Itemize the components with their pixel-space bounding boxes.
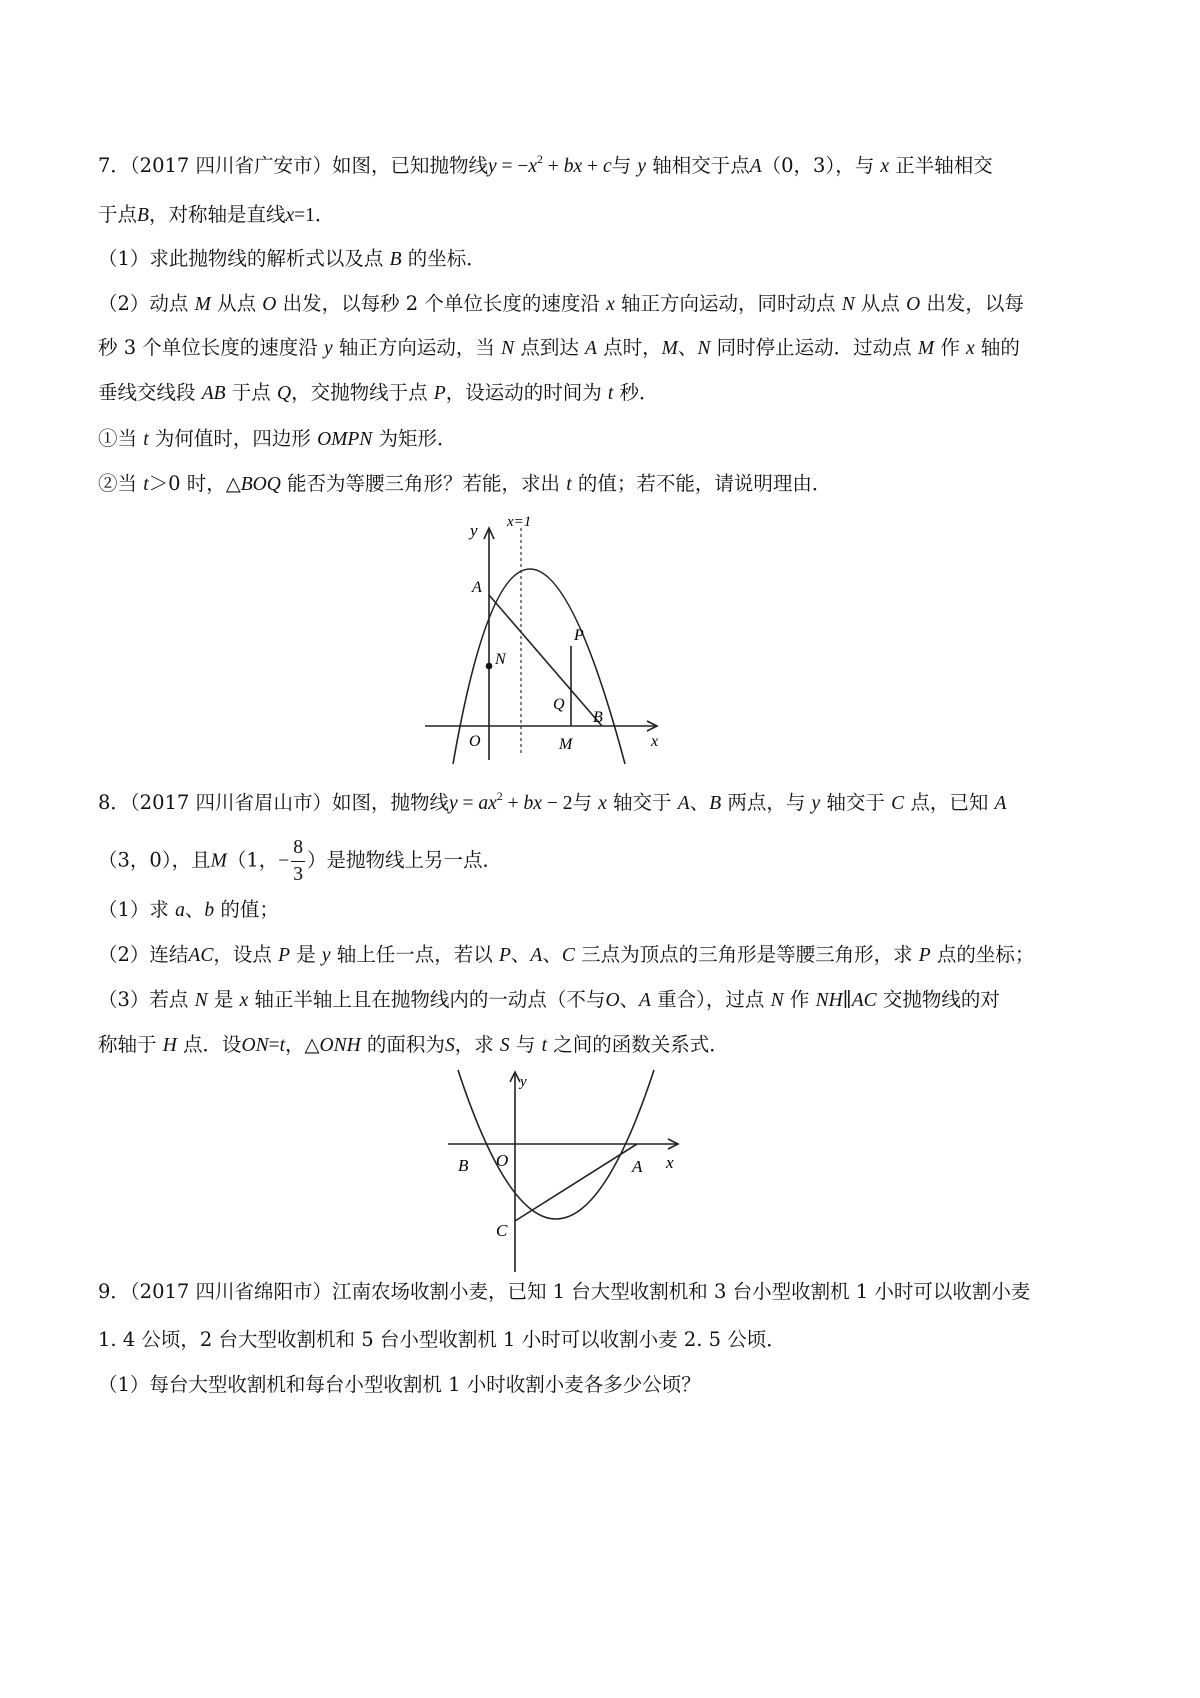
q7-part-1: （1）求此抛物线的解析式以及点 B 的坐标． [98,247,486,270]
q8-line-2: （3，0），且M（1，− $\frac{8}{3}$ ）是抛物线上另一点． [98,837,503,885]
q7-line-1: 7．（2017 四川省广安市）如图，已知抛物线$y = -x^2$ + bx + c与 y 轴相交于点A（0，3），与 x 正半轴相交 [98,152,993,177]
q9-line-1: 9．（2017 四川省绵阳市）江南农场收割小麦，已知 1 台大型收割机和 3 台小型收割机 1 小时可以收割小麦 [98,1280,1031,1303]
q7-part-2-line-2: 秒 3 个单位长度的速度沿 y 轴正方向运动，当 N 点到达 A 点时，M、N 同时停止运动．过动点 M 作 x 轴的 [98,336,1020,359]
label-N: N [495,651,506,668]
q8-figure [440,1066,720,1276]
label-x: x [651,733,659,750]
label-A: A [472,579,482,596]
label-B: B [458,1156,469,1175]
fraction-8-3: $\frac{8}{3}$ [293,837,303,885]
label-x: x [666,1153,674,1172]
q7-part-2-line-1: （2）动点 M 从点 O 出发，以每秒 2 个单位长度的速度沿 x 轴正方向运动，同时动点 N 从点 O 出发，以每 [98,292,1024,315]
label-x-equals-1: x=1 [507,514,532,530]
q9-part-1: （1）每台大型收割机和每台小型收割机 1 小时收割小麦各多少公顷？ [98,1373,701,1396]
label-A: A [632,1157,643,1176]
q7-figure [415,510,685,775]
q8-part-1: （1）求 a、b 的值； [98,898,279,921]
q7-sub-2: ②当 t＞0 时，△BOQ 能否为等腰三角形？若能，求出 t 的值；若不能，请说明理由． [98,472,832,495]
q8-part-3-line-1: （3）若点 N 是 x 轴正半轴上且在抛物线内的一动点（不与O、A 重合），过点 N 作 NH∥AC 交抛物线的对 [98,988,1000,1011]
q9-line-2: 1. 4 公顷，2 台大型收割机和 5 台小型收割机 1 小时可以收割小麦 2. 5 公顷． [98,1328,786,1351]
q7-part-2-line-3: 垂线交线段 AB 于点 Q，交抛物线于点 P，设运动的时间为 t 秒． [98,381,659,404]
label-y: y [520,1074,527,1090]
label-P: P [574,627,584,644]
q8-line-1: 8．（2017 四川省眉山市）如图，抛物线$y = ax^2$ + bx − 2与 x 轴交于 A、B 两点，与 y 轴交于 C 点，已知 A [98,789,1007,814]
point-N [486,663,493,670]
label-Q: Q [553,696,565,713]
q7-sub-1: ①当 t 为何值时，四边形 OMPN 为矩形． [98,427,457,450]
label-O: O [469,733,481,750]
label-B: B [593,709,603,726]
label-M: M [559,736,573,753]
label-y: y [470,521,478,540]
segment-AB [489,595,602,726]
segment-AC [515,1144,637,1221]
label-O: O [496,1151,509,1170]
q8-part-2: （2）连结AC，设点 P 是 y 轴上任一点，若以 P、A、C 三点为顶点的三角形是等腰三角形，求 P 点的坐标； [98,943,1035,966]
label-C: C [496,1221,508,1240]
q7-line-2: 于点B，对称轴是直线x=1． [98,203,335,226]
q8-part-3-line-2: 称轴于 H 点．设ON=t，△ONH 的面积为S，求 S 与 t 之间的函数关系式． [98,1033,729,1056]
